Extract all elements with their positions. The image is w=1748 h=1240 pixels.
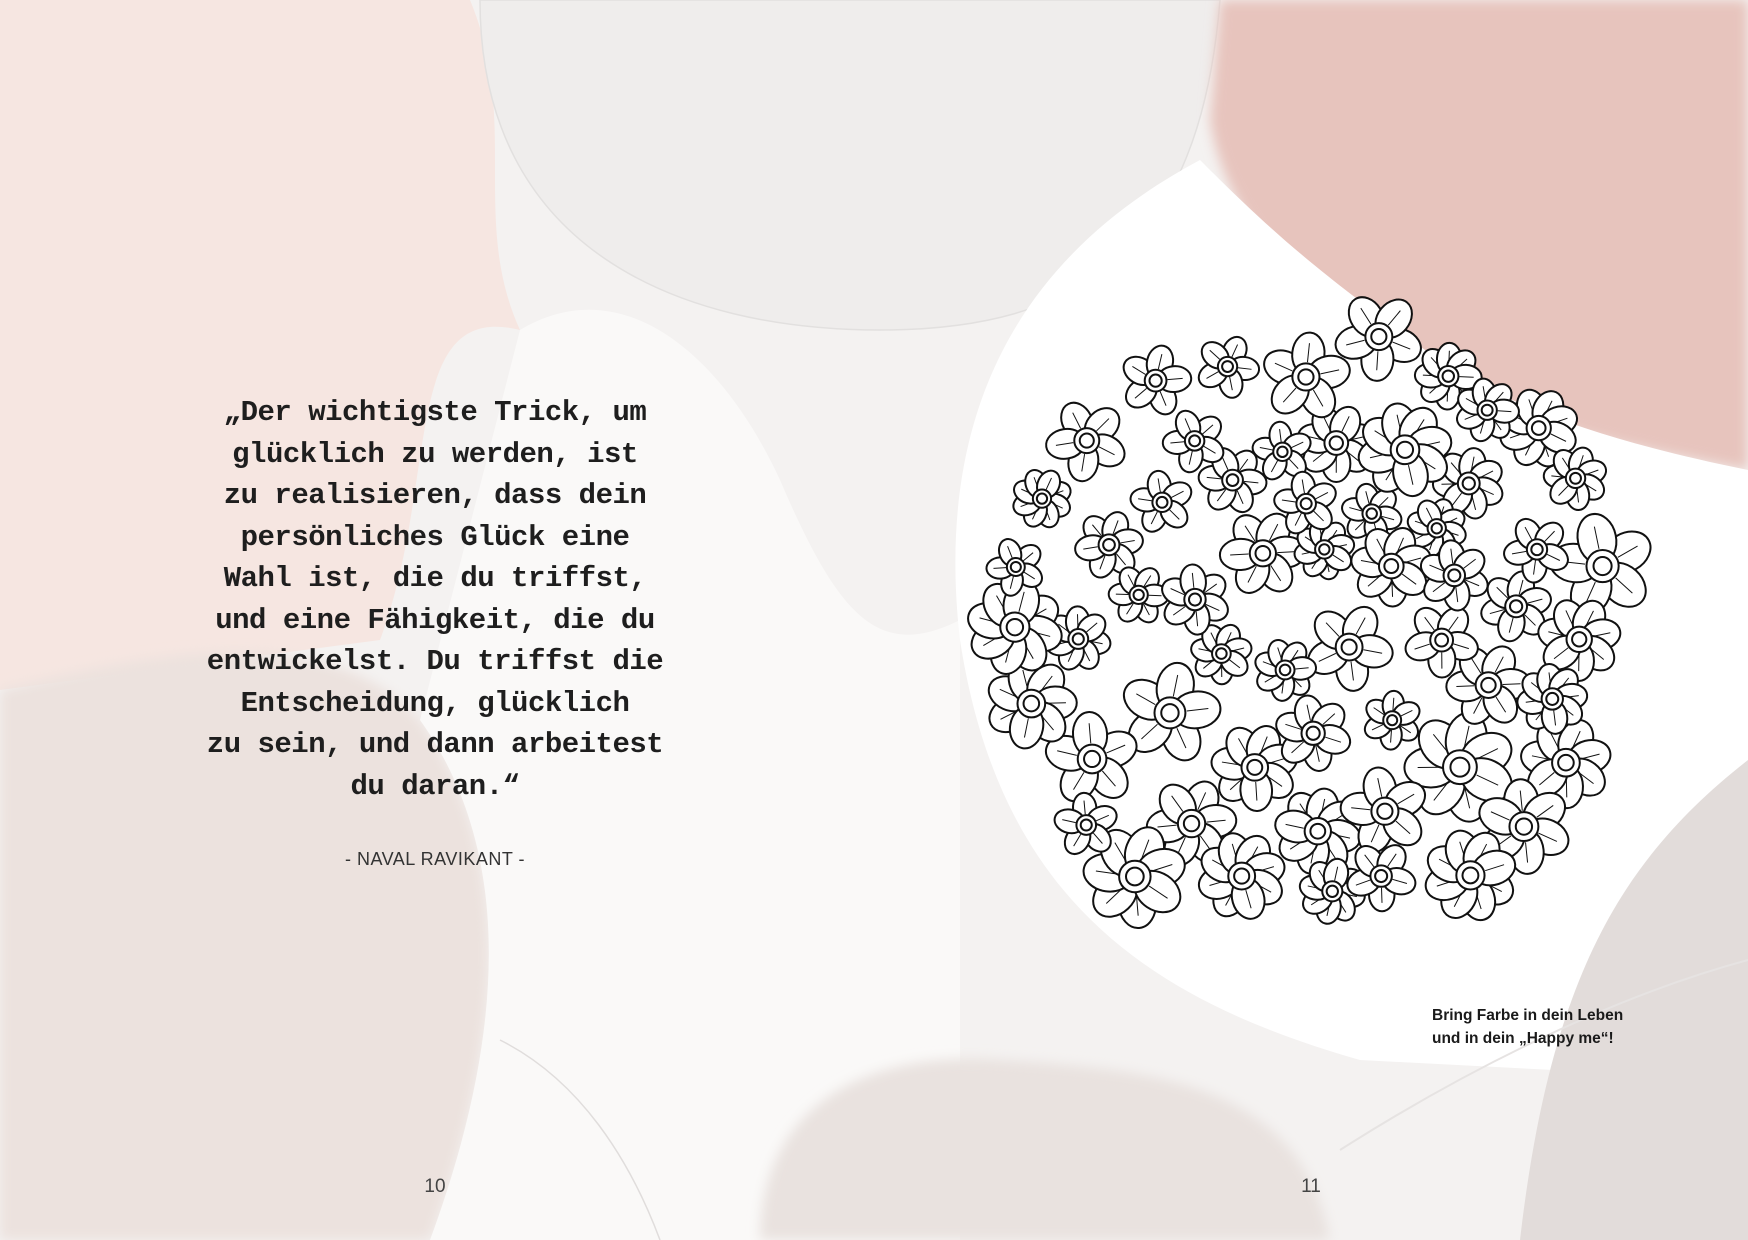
page-number-left: 10 <box>424 1176 446 1197</box>
quote-line: Entscheidung, glücklich <box>240 686 630 720</box>
quote-line: und eine Fähigkeit, die du <box>215 603 655 637</box>
flower <box>1302 601 1395 693</box>
flower <box>1361 690 1423 750</box>
quote-line: du daran.“ <box>350 769 520 803</box>
flower <box>1044 397 1130 483</box>
quote-line: persönliches Glück eine <box>240 520 630 554</box>
quote-line: entwickelst. Du triffst die <box>206 645 664 678</box>
flower <box>1010 467 1074 531</box>
flower <box>1158 563 1233 635</box>
flower <box>1252 637 1317 702</box>
quote-text <box>175 392 695 807</box>
caption-line: Bring Farbe in dein Leben <box>1432 1007 1624 1024</box>
flower <box>1194 333 1260 400</box>
quote-author: - NAVAL RAVIKANT - <box>344 849 526 869</box>
quote-line: „Der wichtigste Trick, um <box>223 396 647 429</box>
flower <box>1118 343 1192 419</box>
quote-line: Wahl ist, die du triffst, <box>223 562 647 595</box>
caption <box>1432 1004 1623 1050</box>
caption-line: und in dein „Happy me“! <box>1432 1030 1614 1047</box>
flower <box>1129 469 1196 536</box>
flower-mandala-illustration <box>935 250 1685 1000</box>
page-number-right: 11 <box>1301 1176 1321 1197</box>
quote-line: zu realisieren, dass dein <box>223 479 647 512</box>
quote-line: zu sein, und dann arbeitest <box>206 728 664 761</box>
quote-line: glücklich zu werden, ist <box>232 437 638 471</box>
